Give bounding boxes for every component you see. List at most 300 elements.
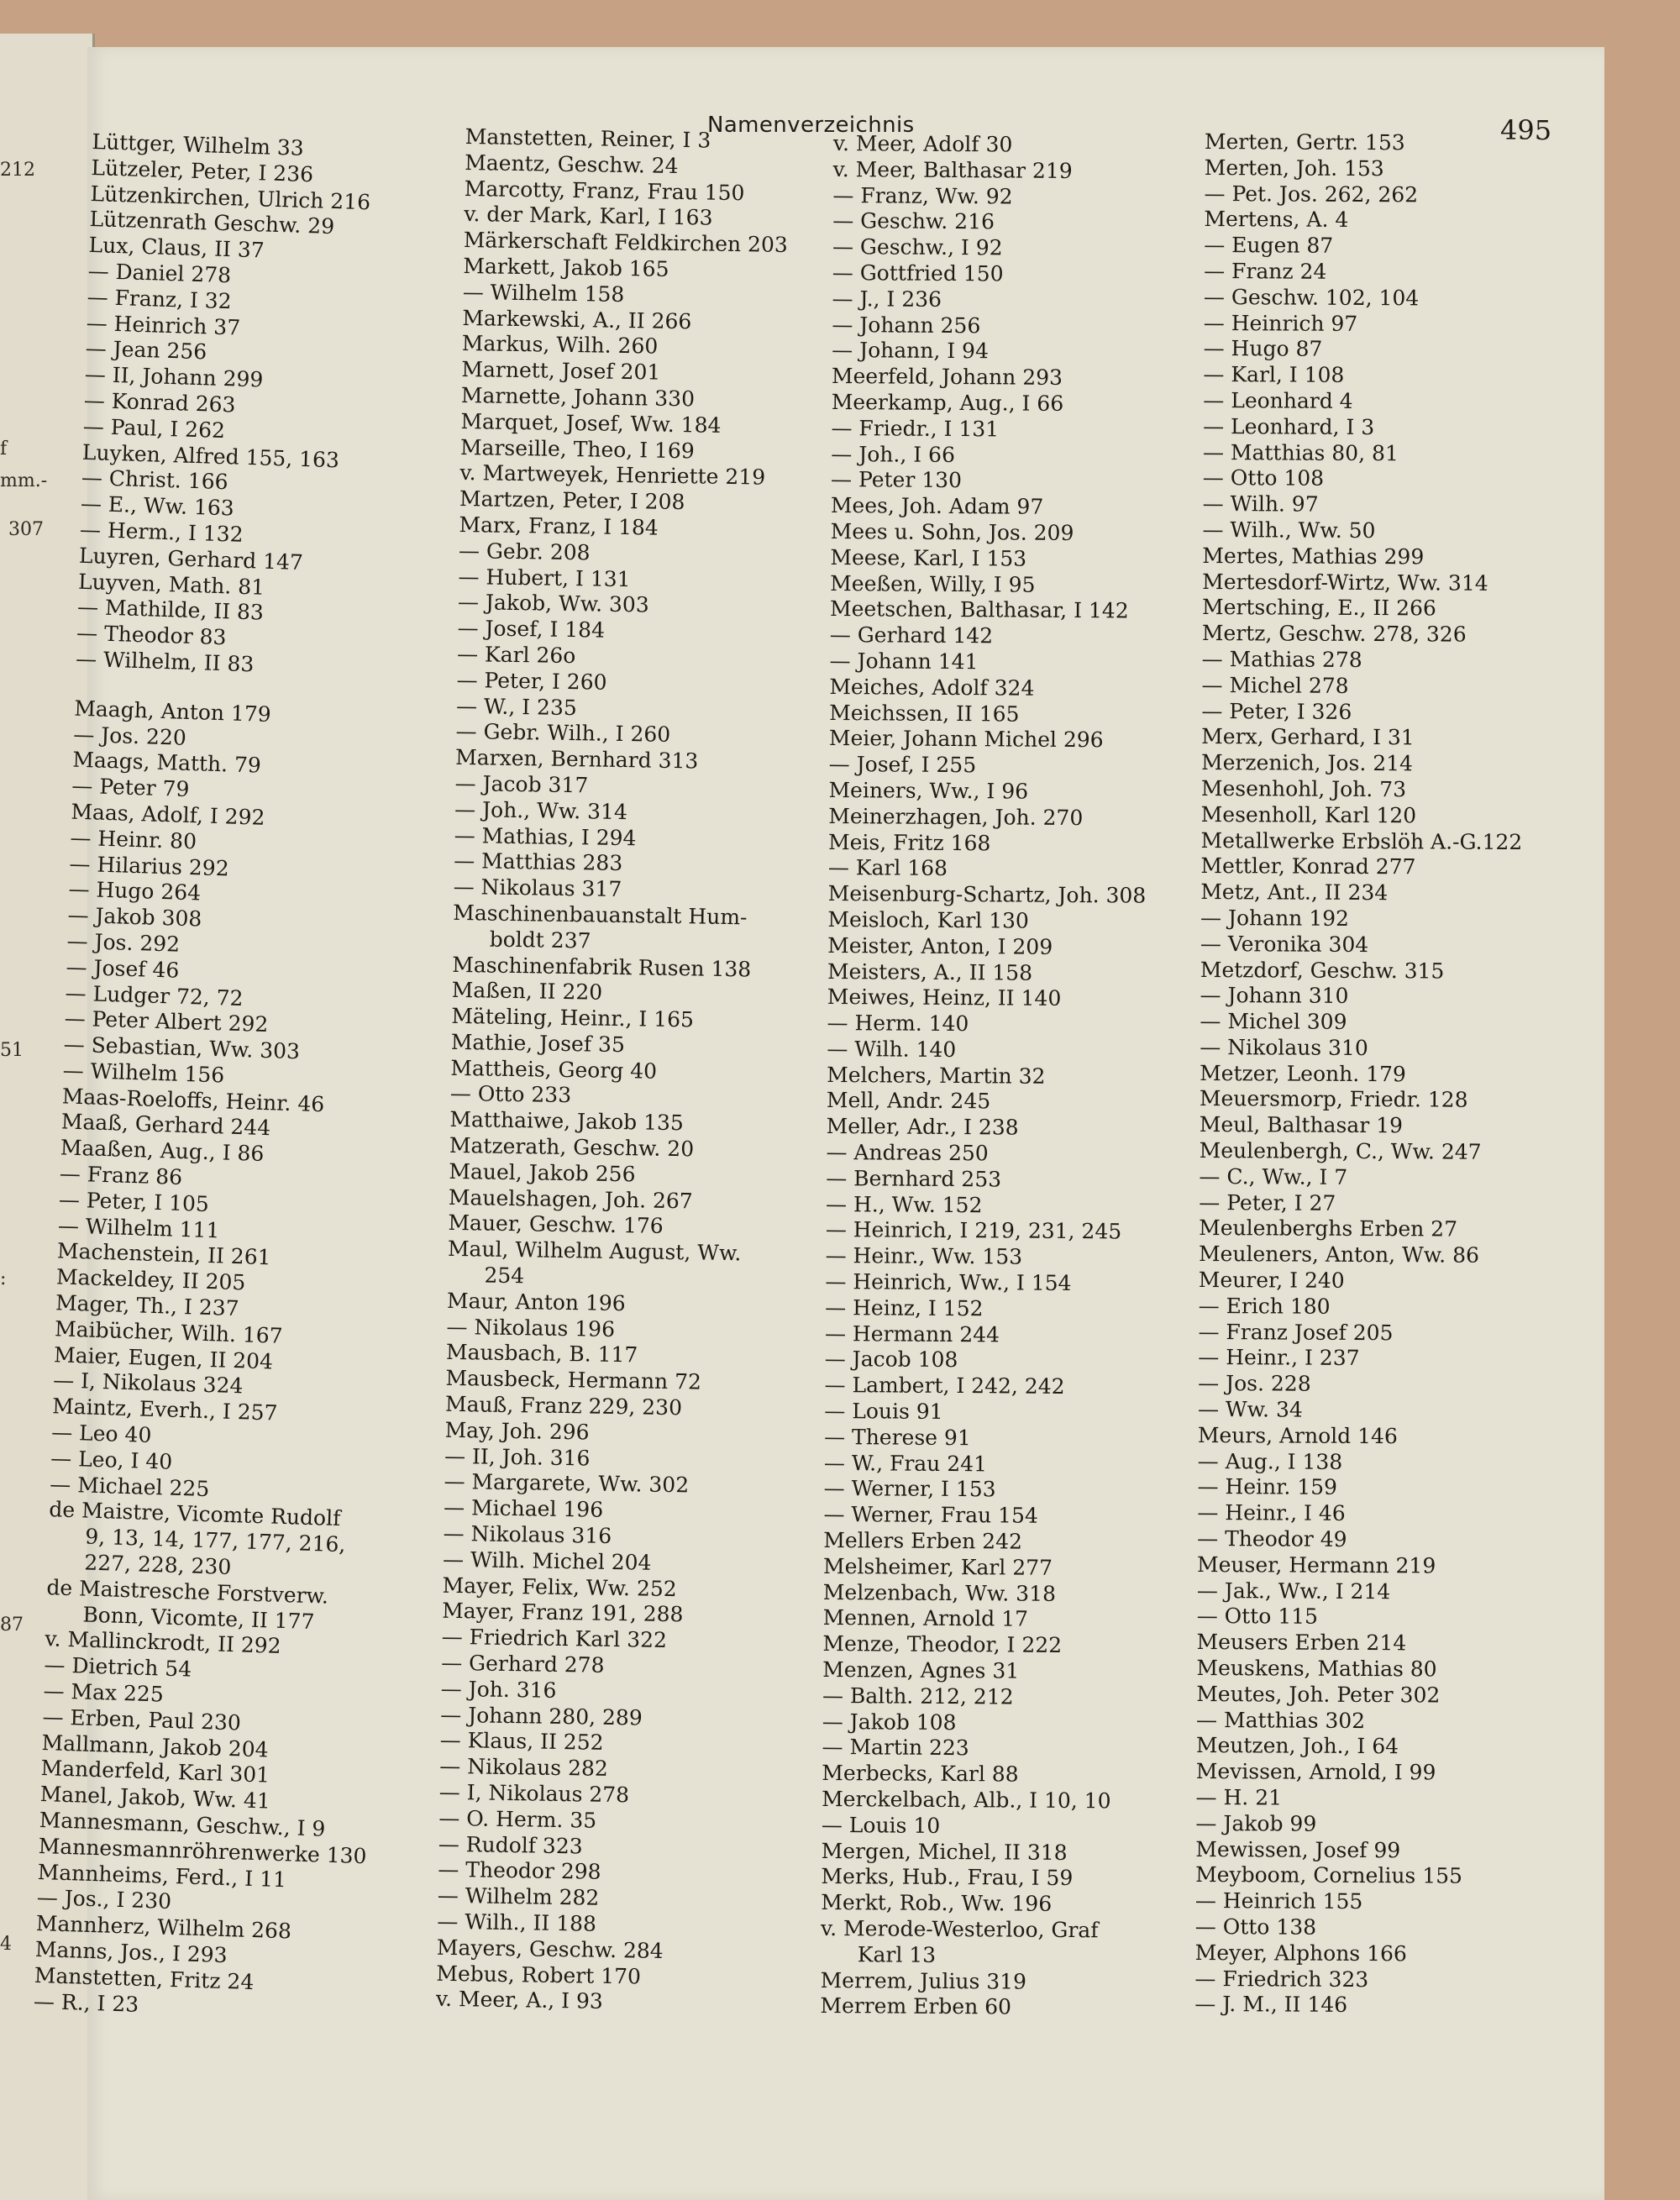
index-entry: — Peter, I 105 xyxy=(58,1187,210,1216)
index-entry: Menze, Theodor, I 222 xyxy=(822,1631,1063,1658)
index-entry: — Leo, I 40 xyxy=(50,1446,173,1474)
index-entry: — II, Joh. 316 xyxy=(444,1443,591,1471)
index-entry: — H., Ww. 152 xyxy=(825,1191,983,1217)
index-entry: — Leonhard 4 xyxy=(1203,387,1353,413)
index-entry: Mayer, Franz 191, 288 xyxy=(441,1599,684,1627)
index-entry: — Hermann 244 xyxy=(824,1321,1000,1347)
index-entry: — O. Herm. 35 xyxy=(438,1805,597,1833)
index-entry: — Johann, I 94 xyxy=(832,338,990,364)
index-entry: Mayer, Felix, Ww. 252 xyxy=(442,1573,677,1601)
index-entry: — J. M., II 146 xyxy=(1194,1992,1348,2018)
index-entry: — Geschw., I 92 xyxy=(832,234,1003,260)
index-entry: Maaß, Gerhard 244 xyxy=(60,1109,271,1141)
index-entry: — Otto 233 xyxy=(449,1081,572,1108)
index-entry: Mackeldey, II 205 xyxy=(55,1264,246,1295)
index-entry: — Wilhelm 282 xyxy=(437,1882,600,1910)
index-entry: Märkerschaft Feldkirchen 203 xyxy=(463,228,788,258)
index-entry: v. Meer, A., I 93 xyxy=(435,1987,604,2014)
index-entry: — Hugo 264 xyxy=(68,876,202,906)
index-entry: — Veronika 304 xyxy=(1200,931,1369,957)
index-entry: — Peter, I 27 xyxy=(1199,1189,1336,1216)
index-entry: — C., Ww., I 7 xyxy=(1199,1163,1348,1189)
index-entry: — Martin 223 xyxy=(822,1735,969,1761)
index-entry: Lützenrath Geschw. 29 xyxy=(89,207,335,239)
index-entry: — Otto 115 xyxy=(1196,1604,1319,1630)
index-entry: Mausbach, B. 117 xyxy=(445,1340,638,1368)
index-entry: Meetschen, Balthasar, I 142 xyxy=(829,596,1129,623)
index-entry: — W., I 235 xyxy=(455,693,577,720)
index-column-4 xyxy=(1194,129,1557,2019)
index-entry: — Joh., Ww. 314 xyxy=(454,796,628,824)
index-entry: Mergen, Michel, II 318 xyxy=(821,1838,1068,1865)
index-entry: Meulenbergh, C., Ww. 247 xyxy=(1199,1138,1482,1164)
index-entry: — Heinr., Ww. 153 xyxy=(825,1243,1023,1269)
index-entry: — Wilh., Ww. 50 xyxy=(1202,517,1376,543)
index-entry: Meeßen, Willy, I 95 xyxy=(830,570,1036,597)
index-entry: de Maistre, Vicomte Rudolf xyxy=(48,1497,341,1531)
page-title: Namenverzeichnis xyxy=(707,113,915,138)
index-entry: Mattheis, Georg 40 xyxy=(450,1055,658,1084)
index-entry: Luyven, Math. 81 xyxy=(77,569,265,600)
index-entry: Mell, Andr. 245 xyxy=(826,1088,991,1114)
index-entry: — H. 21 xyxy=(1195,1784,1283,1810)
index-entry: Melsheimer, Karl 277 xyxy=(822,1553,1053,1580)
index-entry: — Heinrich, Ww., I 154 xyxy=(825,1269,1072,1296)
index-entry: Lützeler, Peter, I 236 xyxy=(91,155,314,187)
index-entry: Mauelshagen, Joh. 267 xyxy=(448,1184,693,1214)
index-entry: Meese, Karl, I 153 xyxy=(830,544,1027,571)
index-entry: — Wilh. 140 xyxy=(827,1036,957,1062)
index-entry: Mayers, Geschw. 284 xyxy=(436,1935,664,1963)
index-entry: — Michael 225 xyxy=(49,1471,210,1501)
index-entry: — Theodor 298 xyxy=(438,1857,601,1885)
index-entry: — Rudolf 323 xyxy=(438,1831,583,1859)
index-entry: — Wilhelm 158 xyxy=(462,279,625,307)
index-entry: Maas, Adolf, I 292 xyxy=(71,799,265,830)
index-entry: Marseille, Theo, I 169 xyxy=(459,434,695,463)
prev-page-fragment: 4 xyxy=(0,1934,12,1955)
index-entry: Merks, Hub., Frau, I 59 xyxy=(821,1864,1074,1891)
index-entry: — Dietrich 54 xyxy=(44,1652,192,1682)
index-entry: — Franz, Ww. 92 xyxy=(832,182,1013,209)
index-entry: — Hubert, I 131 xyxy=(458,564,631,591)
index-entry: Melchers, Martin 32 xyxy=(827,1062,1046,1089)
index-entry: — Gottfried 150 xyxy=(832,260,1004,286)
index-entry: Mallmann, Jakob 204 xyxy=(41,1730,269,1762)
index-entry: — Therese 91 xyxy=(824,1424,971,1451)
prev-page-fragment: 51 xyxy=(0,1040,24,1061)
index-entry: Maas-Roeloffs, Heinr. 46 xyxy=(61,1084,325,1116)
index-entry: — Christ. 166 xyxy=(81,465,228,495)
index-entry: May, Joh. 296 xyxy=(444,1417,590,1445)
index-entry: — Friedr., I 131 xyxy=(831,415,1000,442)
index-entry: Mellers Erben 242 xyxy=(823,1527,1023,1554)
index-entry: Meisters, A., II 158 xyxy=(827,958,1033,985)
index-entry: Meis, Fritz 168 xyxy=(827,829,991,855)
index-entry: — Leo 40 xyxy=(50,1420,152,1448)
index-entry: Marcotty, Franz, Frau 150 xyxy=(464,176,745,205)
index-entry: — Heinz, I 152 xyxy=(825,1294,984,1321)
index-entry: — Eugen 87 xyxy=(1204,233,1334,258)
index-entry: Maagh, Anton 179 xyxy=(73,696,272,727)
index-entry: — Daniel 278 xyxy=(87,258,232,288)
index-entry: — Jacob 108 xyxy=(824,1347,958,1373)
index-entry: — Otto 108 xyxy=(1202,465,1325,491)
index-entry: Meuser, Hermann 219 xyxy=(1196,1552,1436,1578)
index-entry: — Andreas 250 xyxy=(826,1140,989,1166)
index-entry: — Gebr. Wilh., I 260 xyxy=(455,719,671,748)
index-entry: — Ludger 72, 72 xyxy=(65,979,244,1011)
index-entry: — Konrad 263 xyxy=(83,387,236,417)
index-entry: Melzenbach, Ww. 318 xyxy=(822,1579,1057,1606)
index-entry: Mauß, Franz 229, 230 xyxy=(444,1391,683,1420)
index-entry: — Herm., I 132 xyxy=(79,517,244,547)
index-entry: Merx, Gerhard, I 31 xyxy=(1201,724,1415,750)
index-entry: — Peter, I 260 xyxy=(456,667,607,695)
index-entry: Manstetten, Fritz 24 xyxy=(34,1962,255,1994)
index-entry: — Michel 309 xyxy=(1200,1009,1347,1034)
index-entry: — II, Johann 299 xyxy=(84,362,264,392)
index-entry: Meusers Erben 214 xyxy=(1196,1630,1407,1656)
index-entry: — Gerhard 142 xyxy=(829,622,994,648)
index-entry: — Jakob 99 xyxy=(1195,1810,1317,1836)
index-entry: Marnett, Josef 201 xyxy=(461,357,661,385)
index-entry: — Jak., Ww., I 214 xyxy=(1196,1578,1391,1604)
index-entry: Lüttger, Wilhelm 33 xyxy=(92,129,305,160)
index-entry: — Jakob 308 xyxy=(67,902,202,932)
index-entry: Metzdorf, Geschw. 315 xyxy=(1200,957,1445,984)
index-entry: — Jacob 317 xyxy=(454,770,589,798)
index-entry: — Mathias 278 xyxy=(1201,646,1362,672)
index-entry: Mewissen, Josef 99 xyxy=(1195,1836,1401,1862)
index-entry: — Johann 256 xyxy=(832,312,981,338)
index-entry: Mathie, Josef 35 xyxy=(450,1029,626,1058)
index-entry: Mees u. Sohn, Jos. 209 xyxy=(830,518,1074,545)
index-entry: Mebus, Robert 170 xyxy=(436,1961,642,1989)
index-entry: Meyboom, Cornelius 155 xyxy=(1195,1862,1463,1889)
index-entry: — Karl 168 xyxy=(827,855,948,881)
index-entry: Merten, Gertr. 153 xyxy=(1204,129,1405,155)
index-entry: Meulenberghs Erben 27 xyxy=(1199,1216,1458,1242)
index-entry: — J., I 236 xyxy=(832,286,942,312)
index-entry: — Matthias 80, 81 xyxy=(1202,439,1399,465)
index-entry: Markus, Wilh. 260 xyxy=(461,331,659,360)
index-entry: — I, Nikolaus 324 xyxy=(52,1368,244,1399)
index-entry: Meul, Balthasar 19 xyxy=(1199,1112,1404,1138)
index-entry: Meurer, I 240 xyxy=(1198,1268,1345,1293)
index-entry: — Louis 91 xyxy=(824,1399,943,1424)
index-entry: Merrem Erben 60 xyxy=(820,1993,1012,2019)
index-entry: — Hilarius 292 xyxy=(69,851,230,881)
index-entry: Mertesdorf-Wirtz, Ww. 314 xyxy=(1202,569,1488,596)
index-entry: — Jos. 228 xyxy=(1198,1371,1311,1396)
index-entry: Maschinenfabrik Rusen 138 xyxy=(452,952,752,981)
index-entry: — Joh. 316 xyxy=(440,1676,557,1703)
index-entry: — Geschw. 102, 104 xyxy=(1203,284,1420,311)
index-entry: Mertsching, E., II 266 xyxy=(1201,595,1436,621)
index-entry: Mannesmannröhrenwerke 130 xyxy=(38,1833,367,1869)
index-entry: Marnette, Johann 330 xyxy=(460,382,696,412)
index-column-2 xyxy=(436,124,818,2018)
index-entry: — Werner, Frau 154 xyxy=(823,1502,1038,1528)
index-entry: — Werner, I 153 xyxy=(823,1476,996,1502)
index-entry: Meiwes, Heinz, II 140 xyxy=(827,984,1062,1011)
index-entry: Mausbeck, Hermann 72 xyxy=(445,1366,702,1394)
index-entry: — Heinr. 80 xyxy=(70,825,197,854)
index-entry: — Jakob 108 xyxy=(822,1709,957,1735)
index-entry: Meister, Anton, I 209 xyxy=(827,932,1053,959)
index-entry: — Heinrich 37 xyxy=(86,310,241,340)
index-entry: — Jos., I 230 xyxy=(36,1885,172,1914)
index-entry: Mennen, Arnold 17 xyxy=(822,1605,1029,1632)
index-entry: Merbecks, Karl 88 xyxy=(822,1761,1019,1787)
index-entry: Meutzen, Joh., I 64 xyxy=(1195,1733,1399,1759)
index-entry: Meier, Johann Michel 296 xyxy=(828,726,1104,753)
index-entry: — Matthias 302 xyxy=(1196,1707,1366,1733)
index-entry: de Maistresche Forstverw. xyxy=(46,1574,329,1609)
index-entry: Machenstein, II 261 xyxy=(56,1238,271,1270)
index-entry-continuation: 227, 228, 230 xyxy=(83,1550,232,1580)
index-entry: — W., Frau 241 xyxy=(823,1450,988,1476)
index-entry: Meichssen, II 165 xyxy=(829,700,1020,727)
index-entry: — Gerhard 278 xyxy=(441,1650,605,1678)
index-entry: — Leonhard, I 3 xyxy=(1203,413,1375,439)
index-entry: — Nikolaus 282 xyxy=(439,1753,609,1782)
index-entry: Lützenkirchen, Ulrich 216 xyxy=(90,181,371,215)
index-entry: Merckelbach, Alb., I 10, 10 xyxy=(822,1786,1111,1814)
index-entry: Merzenich, Jos. 214 xyxy=(1200,750,1414,776)
index-entry: Maintz, Everh., I 257 xyxy=(51,1394,278,1426)
index-entry: Maschinenbauanstalt Hum- xyxy=(453,900,748,930)
index-entry: Meurs, Arnold 146 xyxy=(1197,1422,1398,1449)
index-entry: — Friedrich 323 xyxy=(1194,1966,1369,1992)
index-entry: Maags, Matth. 79 xyxy=(71,747,262,779)
prev-page-fragment: 212 xyxy=(0,160,35,181)
index-entry: Meiches, Adolf 324 xyxy=(829,674,1035,701)
index-entry: Meuersmorp, Friedr. 128 xyxy=(1199,1086,1468,1113)
index-entry: Merkt, Rob., Ww. 196 xyxy=(821,1890,1053,1917)
index-entry: — Louis 10 xyxy=(821,1812,941,1838)
index-entry: — Franz Josef 205 xyxy=(1198,1319,1394,1345)
index-entry: Meyer, Alphons 166 xyxy=(1194,1940,1407,1966)
index-entry: v. Mallinckrodt, II 292 xyxy=(45,1626,281,1659)
index-entry: — Jos. 292 xyxy=(66,928,181,957)
index-entry-continuation: 9, 13, 14, 177, 177, 216, xyxy=(84,1524,346,1557)
index-column-1 xyxy=(33,129,444,2025)
index-entry: — Joh., I 66 xyxy=(831,441,956,467)
index-entry: — Jakob, Ww. 303 xyxy=(457,590,649,617)
index-entry: Mesenhohl, Joh. 73 xyxy=(1200,775,1407,802)
index-entry: Manel, Jakob, Ww. 41 xyxy=(39,1782,271,1814)
index-entry: Meisloch, Karl 130 xyxy=(827,906,1029,933)
index-entry: Matthaiwe, Jakob 135 xyxy=(449,1107,685,1136)
index-entry: — E., Ww. 163 xyxy=(80,491,235,521)
index-entry: Meller, Adr., I 238 xyxy=(826,1114,1019,1140)
index-entry: — Heinrich 155 xyxy=(1194,1888,1363,1914)
index-entry: — Nikolaus 317 xyxy=(453,874,622,902)
index-entry: — Michael 196 xyxy=(443,1495,604,1523)
index-entry: Luyken, Alfred 155, 163 xyxy=(81,439,340,472)
index-entry: — Karl, I 108 xyxy=(1203,362,1345,388)
index-entry: Mertz, Geschw. 278, 326 xyxy=(1201,621,1467,647)
prev-page-fragment: 307 xyxy=(8,519,44,540)
index-entry: Maibücher, Wilh. 167 xyxy=(54,1316,284,1348)
index-entry: — Bernhard 253 xyxy=(826,1165,1002,1192)
index-entry: Mannesmann, Geschw., I 9 xyxy=(39,1808,326,1841)
index-entry: Metallwerke Erbslöh A.-G.122 xyxy=(1200,827,1523,854)
index-entry: — Heinr. 159 xyxy=(1197,1474,1338,1500)
prev-page-fragment: f xyxy=(0,438,8,459)
index-entry: — Michel 278 xyxy=(1201,672,1349,698)
index-entry: Meisenburg-Schartz, Joh. 308 xyxy=(827,881,1147,908)
index-entry: Meuleners, Anton, Ww. 86 xyxy=(1198,1242,1479,1268)
index-entry: — Josef, I 184 xyxy=(457,616,606,643)
index-entry: v. Meer, Balthasar 219 xyxy=(832,156,1073,183)
index-entry-continuation: 254 xyxy=(484,1263,525,1289)
index-entry: — Peter 130 xyxy=(831,467,963,493)
index-entry: Mauer, Geschw. 176 xyxy=(448,1210,664,1239)
index-entry: — Theodor 49 xyxy=(1197,1526,1347,1552)
index-entry: Meinerzhagen, Joh. 270 xyxy=(828,803,1084,830)
index-entry: Marquet, Josef, Ww. 184 xyxy=(460,408,722,438)
index-entry: — Hugo 87 xyxy=(1203,336,1323,362)
index-entry: — Wilh. Michel 204 xyxy=(442,1546,652,1575)
index-entry: — Nikolaus 196 xyxy=(446,1314,616,1342)
index-entry: Meutes, Joh. Peter 302 xyxy=(1196,1681,1441,1708)
index-entry: Matzerath, Geschw. 20 xyxy=(449,1132,695,1162)
index-entry: — Otto 138 xyxy=(1194,1914,1317,1940)
index-entry: Marxen, Bernhard 313 xyxy=(454,745,699,774)
index-entry: Metzer, Leonh. 179 xyxy=(1200,1060,1406,1086)
index-entry: — Herm. 140 xyxy=(827,1011,969,1037)
index-entry: Menzen, Agnes 31 xyxy=(822,1657,1020,1683)
index-entry: Maßen, II 220 xyxy=(451,978,603,1005)
index-entry: Maur, Anton 196 xyxy=(446,1288,626,1316)
index-entry: Manstetten, Reiner, I 3 xyxy=(465,124,711,153)
index-entry: Maentz, Geschw. 24 xyxy=(465,150,679,178)
index-entry: — Klaus, II 252 xyxy=(439,1728,604,1756)
index-entry: — Wilhelm, II 83 xyxy=(75,646,255,677)
index-entry: — Wilhelm 111 xyxy=(57,1213,220,1243)
index-entry: — Mathilde, II 83 xyxy=(76,595,265,626)
index-entry: — Peter Albert 292 xyxy=(64,1005,269,1037)
index-entry: Manns, Jos., I 293 xyxy=(34,1936,228,1968)
index-entry: Mannheims, Ferd., I 11 xyxy=(37,1859,287,1892)
index-entry: — Heinr., I 237 xyxy=(1198,1345,1360,1371)
index-entry: — Ww. 34 xyxy=(1197,1397,1303,1422)
index-entry: — Matthias 283 xyxy=(453,848,623,876)
index-entry: — Paul, I 262 xyxy=(82,413,226,443)
index-entry: — Geschw. 216 xyxy=(832,208,995,234)
prev-page-fragment: 87 xyxy=(0,1615,24,1636)
index-entry: — Pet. Jos. 262, 262 xyxy=(1204,181,1419,207)
index-entry: v. Meer, Adolf 30 xyxy=(832,131,1013,157)
index-entry: Manderfeld, Karl 301 xyxy=(40,1756,270,1788)
index-entry: — Gebr. 208 xyxy=(458,538,591,565)
index-entry: Mertens, A. 4 xyxy=(1204,207,1349,233)
index-entry: — Johann 280, 289 xyxy=(440,1702,643,1730)
index-entry: — Peter 79 xyxy=(71,773,190,802)
index-entry: Mäteling, Heinr., I 165 xyxy=(451,1003,695,1032)
index-column-3 xyxy=(820,131,1186,2022)
index-entry: — Johann 141 xyxy=(829,648,979,675)
index-entry: — Nikolaus 316 xyxy=(443,1520,612,1548)
page-number: 495 xyxy=(1500,114,1552,146)
index-entry: — Nikolaus 310 xyxy=(1200,1034,1368,1060)
index-entry: — Franz 86 xyxy=(59,1161,183,1190)
index-entry: — Theodor 83 xyxy=(76,620,227,650)
index-entry: Metz, Ant., II 234 xyxy=(1200,879,1389,906)
index-entry: — Josef 46 xyxy=(66,954,180,983)
index-entry: — Max 225 xyxy=(43,1678,165,1707)
index-entry: — Aug., I 138 xyxy=(1197,1448,1343,1474)
index-entry: Markewski, A., II 266 xyxy=(462,305,692,333)
index-entry: Meerkamp, Aug., I 66 xyxy=(831,389,1064,416)
index-entry: v. Martweyek, Henriette 219 xyxy=(459,460,766,491)
index-entry: — Heinrich 97 xyxy=(1203,310,1358,336)
index-entry: — Josef, I 255 xyxy=(828,752,977,778)
index-entry: Mesenholl, Karl 120 xyxy=(1200,801,1417,828)
index-entry: Merrem, Julius 319 xyxy=(820,1967,1027,1994)
index-entry: — Sebastian, Ww. 303 xyxy=(63,1032,301,1064)
index-entry: — Franz, I 32 xyxy=(87,284,233,314)
index-entry: — Lambert, I 242, 242 xyxy=(824,1373,1065,1399)
index-entry: Mees, Joh. Adam 97 xyxy=(830,493,1044,519)
index-entry: Meuskens, Mathias 80 xyxy=(1196,1655,1437,1682)
index-entry-continuation: Bonn, Vicomte, II 177 xyxy=(82,1602,315,1634)
index-entry-continuation: boldt 237 xyxy=(489,927,591,953)
index-entry: Meiners, Ww., I 96 xyxy=(828,777,1029,804)
index-entry: Markett, Jakob 165 xyxy=(463,253,669,281)
index-entry: Mauel, Jakob 256 xyxy=(449,1158,636,1187)
index-entry: — Jean 256 xyxy=(85,336,207,365)
index-entry: — Jos. 220 xyxy=(72,722,187,750)
index-entry: — Wilh. 97 xyxy=(1202,491,1319,517)
index-entry: Martzen, Peter, I 208 xyxy=(459,486,685,515)
index-entry: v. Merode-Westerloo, Graf xyxy=(820,1915,1099,1943)
index-entry: — Erich 180 xyxy=(1198,1293,1331,1319)
index-entry: Meerfeld, Johann 293 xyxy=(831,364,1063,391)
index-entry: Maier, Eugen, II 204 xyxy=(53,1342,274,1374)
index-entry: Merten, Joh. 153 xyxy=(1204,155,1384,181)
index-entry: — Heinrich, I 219, 231, 245 xyxy=(825,1217,1122,1244)
index-entry: — Johann 310 xyxy=(1200,983,1349,1009)
index-entry: — I, Nikolaus 278 xyxy=(438,1779,630,1808)
index-entry: Maaßen, Aug., I 86 xyxy=(60,1135,265,1167)
index-entry: Mannherz, Wilhelm 268 xyxy=(35,1911,292,1944)
index-entry: — Friedrich Karl 322 xyxy=(441,1624,668,1653)
index-entry: Maul, Wilhelm August, Ww. xyxy=(447,1237,742,1266)
index-entry: Lux, Claus, II 37 xyxy=(88,233,265,263)
index-entry: Mettler, Konrad 277 xyxy=(1200,853,1416,879)
index-entry-continuation: Karl 13 xyxy=(857,1942,937,1967)
index-entry: — Wilh., II 188 xyxy=(437,1909,597,1936)
index-entry: Mertes, Mathias 299 xyxy=(1202,543,1425,570)
index-entry: — Erben, Paul 230 xyxy=(42,1704,242,1735)
index-entry: — Karl 26o xyxy=(456,641,576,669)
index-entry: — Margarete, Ww. 302 xyxy=(444,1469,690,1498)
index-entry: Luyren, Gerhard 147 xyxy=(78,543,304,575)
index-entry: Marx, Franz, I 184 xyxy=(459,512,659,540)
prev-page-fragment: mm.- xyxy=(0,470,48,491)
index-entry: v. der Mark, Karl, I 163 xyxy=(464,202,713,231)
index-entry: — Peter, I 326 xyxy=(1201,698,1352,724)
index-entry: — Mathias, I 294 xyxy=(454,822,637,850)
prev-page-fragment: : xyxy=(0,1268,7,1289)
index-entry: — Heinr., I 46 xyxy=(1197,1500,1346,1526)
index-entry: — Balth. 212, 212 xyxy=(822,1683,1014,1709)
index-entry: Mevissen, Arnold, I 99 xyxy=(1195,1759,1436,1785)
